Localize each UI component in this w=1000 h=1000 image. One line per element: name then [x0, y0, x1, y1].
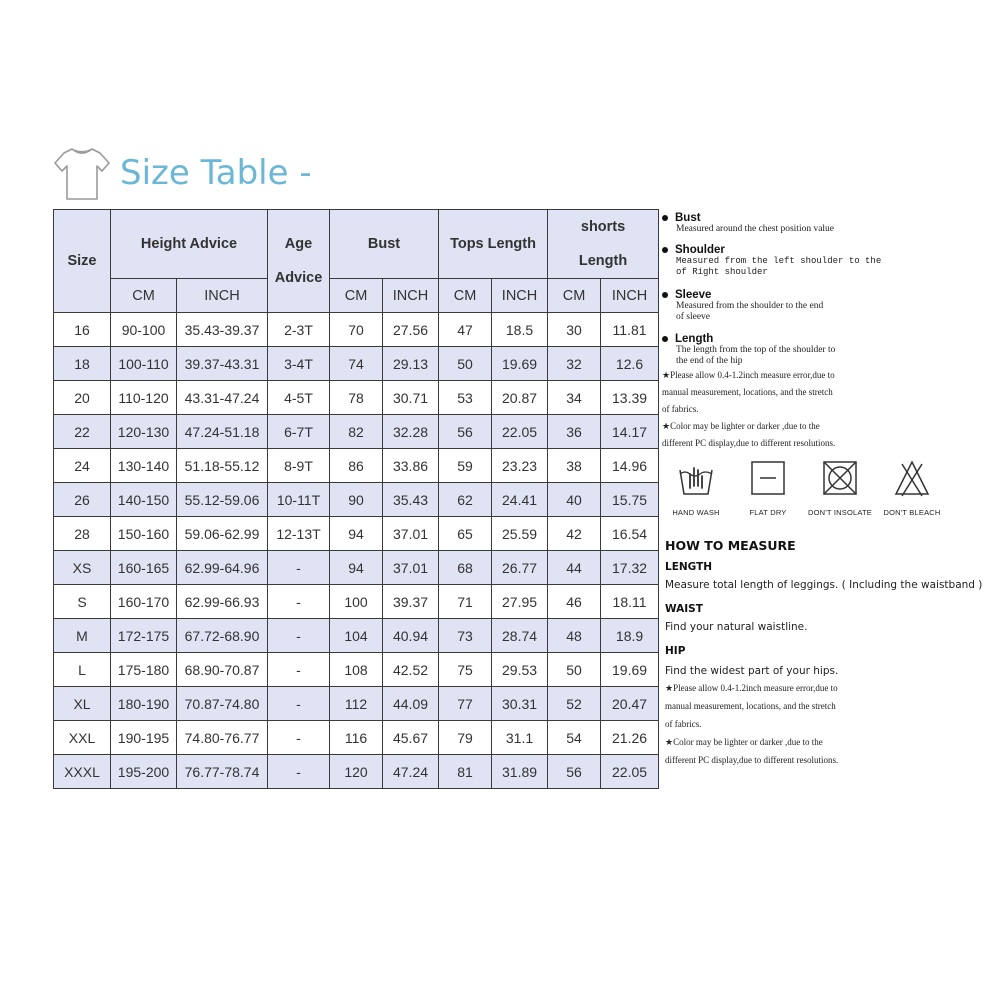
- length-note-title: [662, 333, 997, 345]
- cell-height-cm: 195-200: [111, 755, 177, 789]
- dont-insolate-label: DON'T INSOLATE: [808, 508, 872, 517]
- header-age-line2: Advice: [274, 270, 323, 286]
- cell-age: 6-7T: [268, 415, 330, 449]
- cell-age: 10-11T: [268, 483, 330, 517]
- cell-size: 26: [54, 483, 111, 517]
- cell-height-cm: 160-170: [111, 585, 177, 619]
- cell-bust-inch: 37.01: [383, 517, 439, 551]
- cell-tops-inch: 31.89: [492, 755, 548, 789]
- header-size: Size: [54, 210, 111, 313]
- care-instructions: [660, 456, 960, 517]
- cell-bust-inch: 47.24: [383, 755, 439, 789]
- cell-shorts-inch: 18.9: [601, 619, 659, 653]
- cell-shorts-cm: 36: [548, 415, 601, 449]
- cell-height-cm: 130-140: [111, 449, 177, 483]
- length-text: Measure total length of leggings. ( Including the waistband ): [665, 579, 983, 591]
- cell-shorts-inch: 13.39: [601, 381, 659, 415]
- length-label: LENGTH: [665, 561, 713, 573]
- header-height-cm: CM: [111, 279, 177, 313]
- cell-size: 28: [54, 517, 111, 551]
- table-row: [54, 619, 659, 653]
- how-to-measure-title: HOW TO MEASURE: [665, 538, 796, 553]
- cell-tops-cm: 47: [439, 313, 492, 347]
- cell-tops-cm: 68: [439, 551, 492, 585]
- table-row: [54, 687, 659, 721]
- waist-label: WAIST: [665, 603, 703, 615]
- cell-bust-cm: 94: [330, 517, 383, 551]
- shoulder-note-desc-2: of Right shoulder: [676, 267, 768, 277]
- bullet-dot: [662, 336, 668, 342]
- table-row: [54, 381, 659, 415]
- hip-text: Find the widest part of your hips.: [665, 665, 839, 677]
- cell-bust-inch: 29.13: [383, 347, 439, 381]
- cell-height-cm: 180-190: [111, 687, 177, 721]
- cell-height-inch: 51.18-55.12: [177, 449, 268, 483]
- size-table-body: [54, 313, 659, 789]
- cell-tops-cm: 77: [439, 687, 492, 721]
- cell-height-cm: 160-165: [111, 551, 177, 585]
- care-dont-insolate: [804, 456, 876, 517]
- cell-shorts-inch: 16.54: [601, 517, 659, 551]
- cell-bust-cm: 90: [330, 483, 383, 517]
- color-note-1: ★Color may be lighter or darker ,due to the: [662, 421, 820, 431]
- cell-bust-cm: 104: [330, 619, 383, 653]
- cell-tops-inch: 28.74: [492, 619, 548, 653]
- cell-tops-inch: 20.87: [492, 381, 548, 415]
- cell-bust-cm: 86: [330, 449, 383, 483]
- measure-note-1: ★Please allow 0.4-1.2inch measure error,due to: [665, 683, 838, 693]
- cell-shorts-inch: 22.05: [601, 755, 659, 789]
- flat-dry-label: FLAT DRY: [749, 508, 787, 517]
- cell-shorts-cm: 42: [548, 517, 601, 551]
- cell-size: 20: [54, 381, 111, 415]
- cell-tops-cm: 56: [439, 415, 492, 449]
- cell-shorts-inch: 21.26: [601, 721, 659, 755]
- color-note-2: different PC display,due to different resolutions.: [662, 438, 836, 448]
- cell-bust-inch: 37.01: [383, 551, 439, 585]
- header-age-advice: [268, 210, 330, 313]
- dont-insolate-icon: [820, 456, 860, 500]
- cell-height-inch: 59.06-62.99: [177, 517, 268, 551]
- header-height-advice: Height Advice: [111, 210, 268, 279]
- cell-size: XL: [54, 687, 111, 721]
- table-row: [54, 653, 659, 687]
- dont-bleach-icon: [892, 456, 932, 500]
- cell-bust-inch: 33.86: [383, 449, 439, 483]
- cell-tops-cm: 81: [439, 755, 492, 789]
- measure-note-2: manual measurement, locations, and the stretch: [665, 701, 836, 711]
- length-title-text: Length: [675, 333, 714, 345]
- cell-tops-inch: 23.23: [492, 449, 548, 483]
- cell-bust-inch: 35.43: [383, 483, 439, 517]
- cell-height-inch: 76.77-78.74: [177, 755, 268, 789]
- measurement-notes: [662, 212, 997, 452]
- header-bust-cm: CM: [330, 279, 383, 313]
- cell-tops-inch: 29.53: [492, 653, 548, 687]
- header-shorts-length: [548, 210, 659, 279]
- table-row: [54, 483, 659, 517]
- cell-tops-inch: 30.31: [492, 687, 548, 721]
- hip-label: HIP: [665, 645, 686, 657]
- cell-bust-inch: 42.52: [383, 653, 439, 687]
- cell-age: -: [268, 551, 330, 585]
- cell-bust-cm: 100: [330, 585, 383, 619]
- cell-height-inch: 47.24-51.18: [177, 415, 268, 449]
- shoulder-note-title: [662, 244, 997, 256]
- cell-bust-inch: 45.67: [383, 721, 439, 755]
- cell-shorts-cm: 56: [548, 755, 601, 789]
- header-height-inch: INCH: [177, 279, 268, 313]
- cell-shorts-cm: 40: [548, 483, 601, 517]
- dont-bleach-label: DON'T BLEACH: [883, 508, 941, 517]
- header-shorts-line2: Length: [578, 253, 628, 269]
- cell-height-cm: 140-150: [111, 483, 177, 517]
- cell-height-inch: 62.99-64.96: [177, 551, 268, 585]
- cell-shorts-cm: 32: [548, 347, 601, 381]
- header-shorts-cm: CM: [548, 279, 601, 313]
- how-to-measure: [665, 538, 995, 769]
- cell-tops-inch: 24.41: [492, 483, 548, 517]
- measure-note-4: ★Color may be lighter or darker ,due to the: [665, 737, 823, 747]
- measure-error-note-3: of fabrics.: [662, 404, 699, 414]
- cell-shorts-inch: 18.11: [601, 585, 659, 619]
- cell-height-cm: 175-180: [111, 653, 177, 687]
- hand-wash-icon: [676, 456, 716, 500]
- table-row: [54, 721, 659, 755]
- page-title: Size Table -: [120, 153, 312, 193]
- cell-age: 4-5T: [268, 381, 330, 415]
- cell-bust-cm: 112: [330, 687, 383, 721]
- measure-note-5: different PC display,due to different resolutions.: [665, 755, 839, 765]
- cell-bust-cm: 94: [330, 551, 383, 585]
- length-note-desc-2: the end of the hip: [676, 356, 743, 366]
- length-note-desc-1: The length from the top of the shoulder to: [676, 345, 836, 355]
- cell-height-inch: 39.37-43.31: [177, 347, 268, 381]
- cell-height-cm: 120-130: [111, 415, 177, 449]
- cell-bust-inch: 44.09: [383, 687, 439, 721]
- table-row: [54, 415, 659, 449]
- cell-age: 8-9T: [268, 449, 330, 483]
- cell-tops-cm: 50: [439, 347, 492, 381]
- waist-text: Find your natural waistline.: [665, 621, 808, 633]
- measure-error-note-2: manual measurement, locations, and the stretch: [662, 387, 833, 397]
- cell-shorts-cm: 50: [548, 653, 601, 687]
- sleeve-title-text: Sleeve: [675, 289, 712, 301]
- cell-shorts-cm: 38: [548, 449, 601, 483]
- cell-tops-inch: 31.1: [492, 721, 548, 755]
- cell-shorts-inch: 15.75: [601, 483, 659, 517]
- header-tops-inch: INCH: [492, 279, 548, 313]
- cell-shorts-inch: 20.47: [601, 687, 659, 721]
- shoulder-note-desc-1: Measured from the left shoulder to the: [676, 256, 882, 266]
- table-row: [54, 585, 659, 619]
- cell-bust-cm: 82: [330, 415, 383, 449]
- cell-age: -: [268, 585, 330, 619]
- cell-height-inch: 68.90-70.87: [177, 653, 268, 687]
- cell-height-inch: 43.31-47.24: [177, 381, 268, 415]
- cell-shorts-inch: 14.17: [601, 415, 659, 449]
- cell-bust-inch: 27.56: [383, 313, 439, 347]
- cell-height-inch: 70.87-74.80: [177, 687, 268, 721]
- measure-note-3: of fabrics.: [665, 719, 702, 729]
- cell-tops-cm: 59: [439, 449, 492, 483]
- cell-shorts-cm: 46: [548, 585, 601, 619]
- cell-size: 18: [54, 347, 111, 381]
- cell-bust-inch: 30.71: [383, 381, 439, 415]
- cell-shorts-cm: 52: [548, 687, 601, 721]
- cell-shorts-inch: 14.96: [601, 449, 659, 483]
- title-area: [52, 140, 312, 206]
- cell-tops-inch: 26.77: [492, 551, 548, 585]
- cell-tops-inch: 22.05: [492, 415, 548, 449]
- cell-tops-inch: 18.5: [492, 313, 548, 347]
- bust-note-title: [662, 212, 997, 224]
- cell-bust-cm: 70: [330, 313, 383, 347]
- bullet-dot: [662, 215, 668, 221]
- cell-tops-cm: 53: [439, 381, 492, 415]
- cell-height-inch: 62.99-66.93: [177, 585, 268, 619]
- cell-bust-inch: 39.37: [383, 585, 439, 619]
- cell-size: S: [54, 585, 111, 619]
- cell-bust-cm: 120: [330, 755, 383, 789]
- cell-age: 2-3T: [268, 313, 330, 347]
- cell-tops-cm: 65: [439, 517, 492, 551]
- cell-shorts-cm: 48: [548, 619, 601, 653]
- cell-height-inch: 67.72-68.90: [177, 619, 268, 653]
- cell-height-inch: 74.80-76.77: [177, 721, 268, 755]
- cell-height-cm: 90-100: [111, 313, 177, 347]
- cell-shorts-cm: 54: [548, 721, 601, 755]
- bullet-dot: [662, 247, 668, 253]
- sleeve-note-title: [662, 289, 997, 301]
- cell-shorts-cm: 34: [548, 381, 601, 415]
- cell-tops-inch: 25.59: [492, 517, 548, 551]
- cell-height-cm: 150-160: [111, 517, 177, 551]
- cell-age: 3-4T: [268, 347, 330, 381]
- cell-height-cm: 190-195: [111, 721, 177, 755]
- cell-bust-cm: 78: [330, 381, 383, 415]
- cell-height-cm: 172-175: [111, 619, 177, 653]
- bullet-dot: [662, 292, 668, 298]
- cell-age: 12-13T: [268, 517, 330, 551]
- cell-shorts-inch: 11.81: [601, 313, 659, 347]
- cell-height-cm: 110-120: [111, 381, 177, 415]
- shoulder-title-text: Shoulder: [675, 244, 725, 256]
- tshirt-icon: [52, 143, 112, 203]
- cell-height-inch: 55.12-59.06: [177, 483, 268, 517]
- header-bust: Bust: [330, 210, 439, 279]
- header-tops-cm: CM: [439, 279, 492, 313]
- cell-bust-inch: 40.94: [383, 619, 439, 653]
- cell-tops-cm: 71: [439, 585, 492, 619]
- cell-age: -: [268, 653, 330, 687]
- cell-size: M: [54, 619, 111, 653]
- cell-size: 16: [54, 313, 111, 347]
- cell-size: 24: [54, 449, 111, 483]
- flat-dry-icon: [748, 456, 788, 500]
- cell-shorts-cm: 44: [548, 551, 601, 585]
- table-row: [54, 313, 659, 347]
- sleeve-note-desc-2: of sleeve: [676, 312, 711, 322]
- measure-error-note-1: ★Please allow 0.4-1.2inch measure error,due to: [662, 370, 835, 380]
- table-row: [54, 551, 659, 585]
- cell-bust-cm: 108: [330, 653, 383, 687]
- cell-age: -: [268, 687, 330, 721]
- cell-tops-cm: 73: [439, 619, 492, 653]
- cell-tops-cm: 62: [439, 483, 492, 517]
- header-age-line1: Age: [284, 236, 313, 252]
- cell-size: XS: [54, 551, 111, 585]
- header-shorts-line1: shorts: [580, 219, 626, 235]
- cell-size: XXL: [54, 721, 111, 755]
- care-dont-bleach: [876, 456, 948, 517]
- cell-shorts-inch: 19.69: [601, 653, 659, 687]
- cell-age: -: [268, 619, 330, 653]
- cell-shorts-cm: 30: [548, 313, 601, 347]
- header-shorts-inch: INCH: [601, 279, 659, 313]
- cell-bust-cm: 116: [330, 721, 383, 755]
- bust-note-desc: Measured around the chest position value: [676, 224, 835, 234]
- cell-height-cm: 100-110: [111, 347, 177, 381]
- hand-wash-label: HAND WASH: [672, 508, 720, 517]
- cell-bust-cm: 74: [330, 347, 383, 381]
- cell-age: -: [268, 721, 330, 755]
- cell-bust-inch: 32.28: [383, 415, 439, 449]
- header-tops-length: Tops Length: [439, 210, 548, 279]
- cell-tops-cm: 79: [439, 721, 492, 755]
- table-row: [54, 517, 659, 551]
- table-row: [54, 449, 659, 483]
- cell-tops-cm: 75: [439, 653, 492, 687]
- sleeve-note-desc-1: Measured from the shoulder to the end: [676, 301, 824, 311]
- care-flat-dry: [732, 456, 804, 517]
- cell-size: L: [54, 653, 111, 687]
- table-row: [54, 347, 659, 381]
- cell-age: -: [268, 755, 330, 789]
- table-row: [54, 755, 659, 789]
- header-bust-inch: INCH: [383, 279, 439, 313]
- cell-shorts-inch: 12.6: [601, 347, 659, 381]
- cell-shorts-inch: 17.32: [601, 551, 659, 585]
- size-table: [53, 209, 659, 789]
- care-hand-wash: [660, 456, 732, 517]
- cell-tops-inch: 19.69: [492, 347, 548, 381]
- cell-tops-inch: 27.95: [492, 585, 548, 619]
- cell-size: XXXL: [54, 755, 111, 789]
- bust-title-text: Bust: [675, 212, 701, 224]
- cell-size: 22: [54, 415, 111, 449]
- cell-height-inch: 35.43-39.37: [177, 313, 268, 347]
